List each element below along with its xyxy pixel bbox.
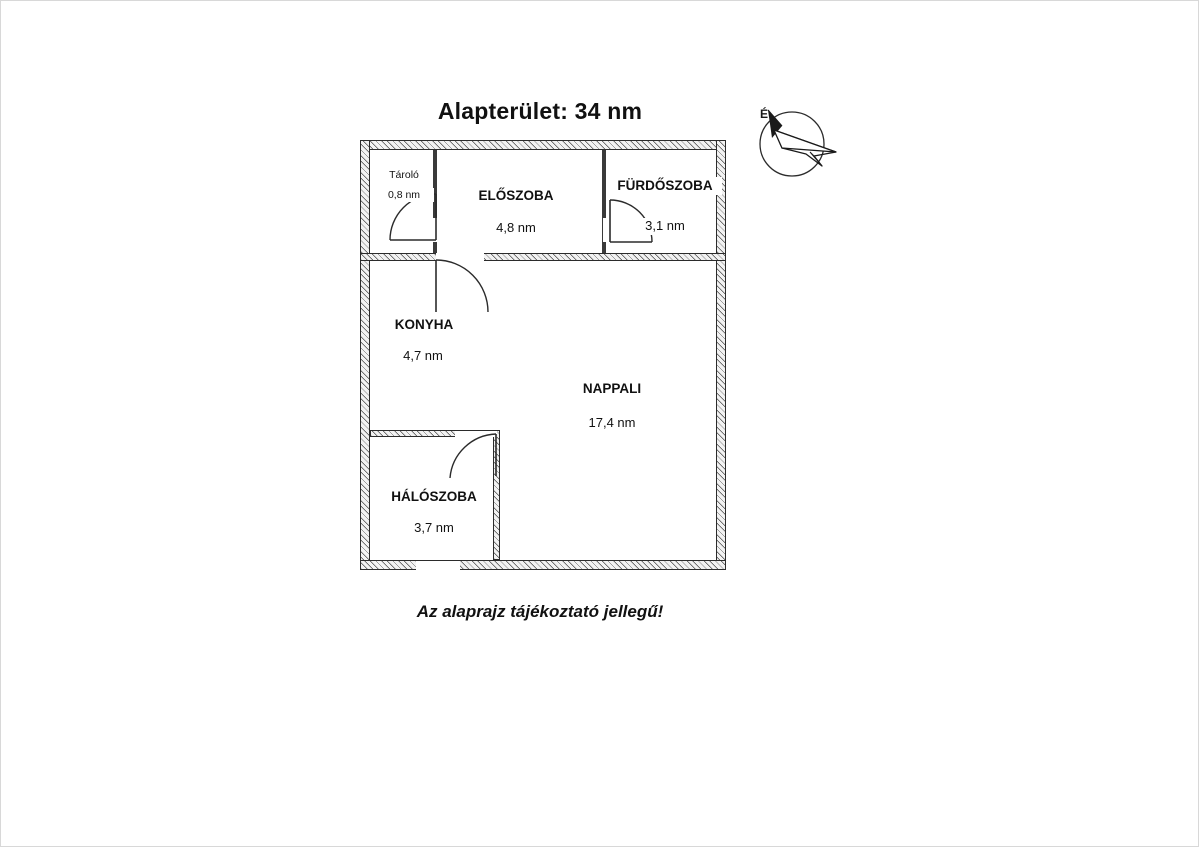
- room-label-living-area: 17,4 nm: [558, 415, 666, 432]
- window-gap-bedroom: [416, 561, 460, 570]
- room-label-bedroom-name: HÁLÓSZOBA: [376, 488, 492, 506]
- north-arrow-icon: [752, 104, 842, 180]
- disclaimer-note: Az alaprajz tájékoztató jellegű!: [416, 602, 664, 621]
- wall-right: [716, 140, 726, 570]
- room-label-bedroom-area: 3,7 nm: [390, 520, 478, 537]
- room-label-living-name: NAPPALI: [556, 380, 668, 398]
- room-label-bathroom-area: 3,1 nm: [618, 218, 712, 235]
- door-arc-bedroom: [446, 432, 498, 482]
- room-label-hall-area: 4,8 nm: [466, 220, 566, 237]
- wall-left: [360, 140, 370, 570]
- svg-text:É: É: [760, 107, 769, 121]
- page-title: Alapterület: 34 nm: [437, 98, 643, 124]
- room-label-hall-name: ELŐSZOBA: [446, 187, 586, 205]
- door-arc-hall-living: [434, 258, 490, 314]
- wall-interior-horizontal-main: [360, 253, 726, 261]
- room-label-storage-name: Tároló: [376, 168, 432, 182]
- wall-top: [360, 140, 726, 150]
- floor-plan: [360, 140, 726, 570]
- room-label-storage-area: 0,8 nm: [374, 188, 434, 202]
- room-label-bathroom-name: FÜRDŐSZOBA: [608, 177, 722, 195]
- wall-bottom: [360, 560, 726, 570]
- room-label-kitchen-name: KONYHA: [374, 316, 474, 334]
- room-label-kitchen-area: 4,7 nm: [380, 348, 466, 365]
